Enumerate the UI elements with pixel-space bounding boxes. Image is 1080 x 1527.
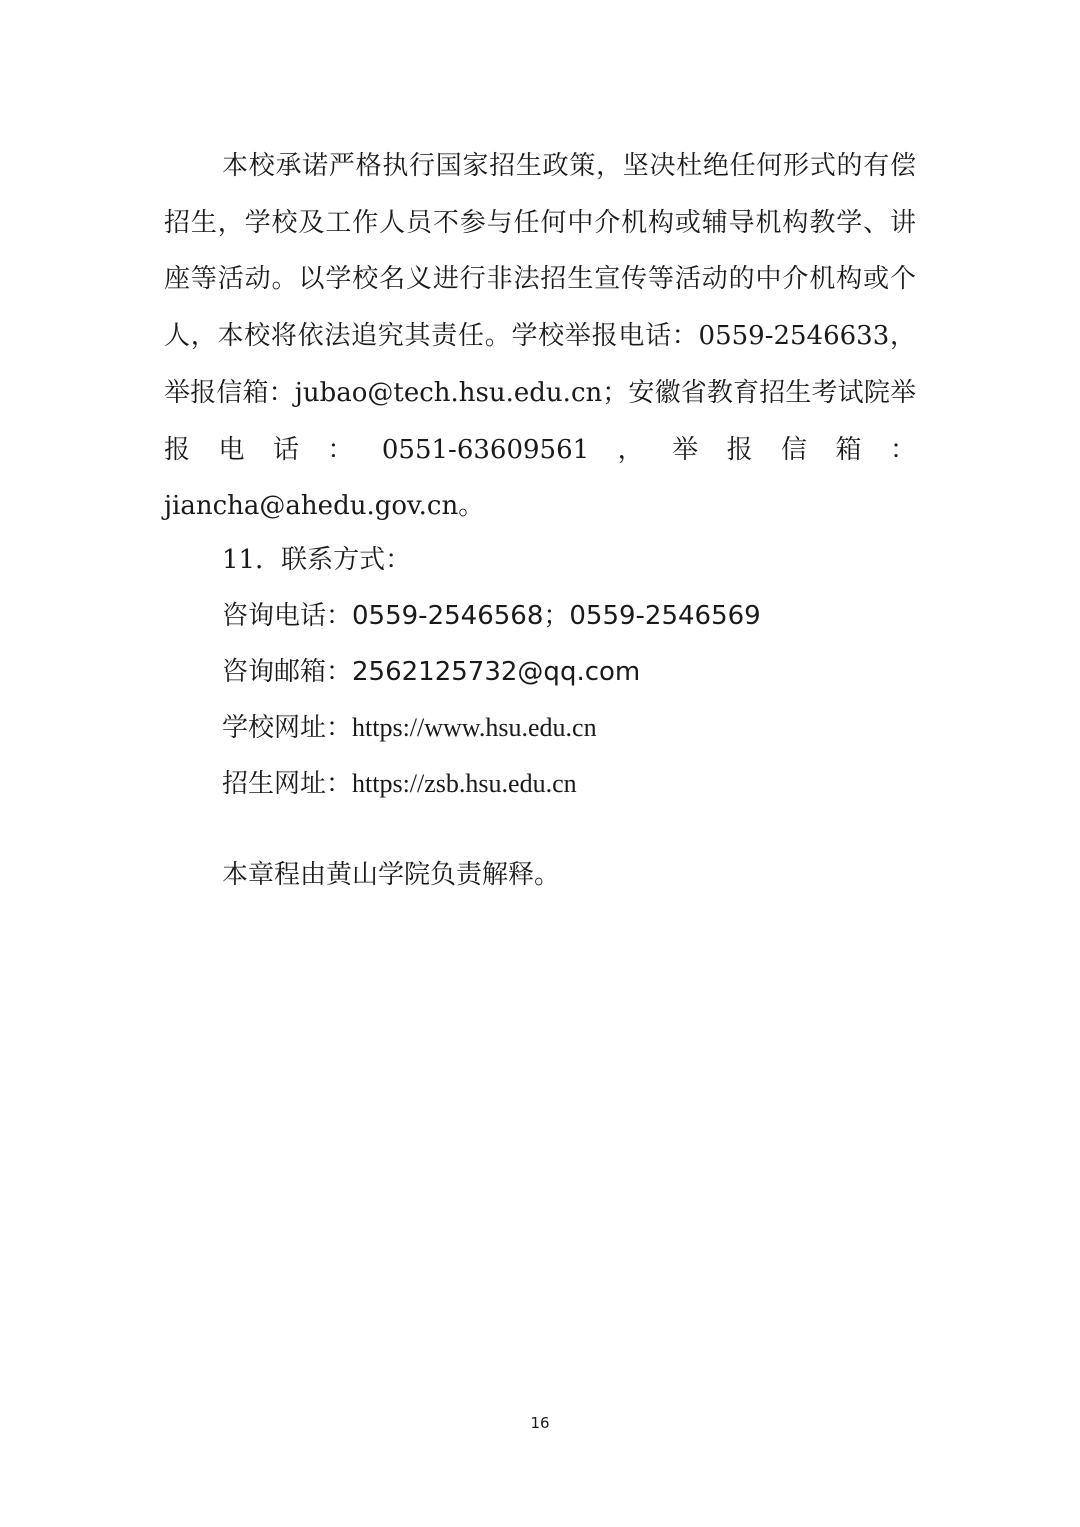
admission-website-line [222,764,577,804]
email-label: 咨询邮箱： [222,657,353,687]
email-value: 2562125732@qq.com [352,657,641,687]
website-value: https://www.hsu.edu.cn [352,713,597,742]
contact-email-line [222,652,640,692]
school-website-line [222,708,597,748]
complaint-paragraph: 本校承诺严格执行国家招生政策，坚决杜绝任何形式的有偿招生，学校及工作人员不参与任何中介机构或辅导机构教学、讲座等活动。以学校名义进行非法招生宣传等活动的中介机构或个人，本校将依法追究其责任。学校举报电话：0559-2546633，举报信箱：jubao@tech.hsu.edu.cn；安徽省教育招生考试院举报电话：0551-63609561，举报信箱：jiancha@ahedu.gov.cn。 [164,151,916,522]
section-11-heading: 11．联系方式： [222,545,412,575]
closing-statement: 本章程由黄山学院负责解释。 [222,860,561,890]
phone-value: 0559-2546568；0559-2546569 [352,601,761,631]
phone-label: 咨询电话： [222,601,353,631]
page-number: 16 [530,1414,550,1432]
website-label: 学校网址： [222,713,353,743]
admission-label: 招生网址： [222,769,353,799]
contact-phone-line [222,596,761,636]
admission-value: https://zsb.hsu.edu.cn [352,769,577,798]
